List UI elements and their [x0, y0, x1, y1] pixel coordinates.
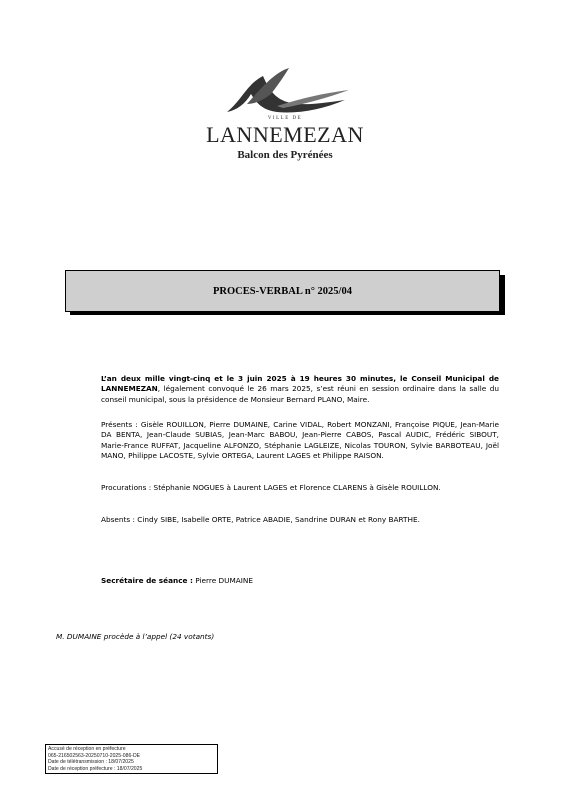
logo-small-text: VILLE DE	[267, 116, 303, 121]
intro-paragraph	[101, 374, 499, 405]
stamp-line-4: Date de réception préfecture : 18/07/2025	[48, 765, 143, 772]
roll-call-note: M. DUMAINE procède à l’appel (24 votants)	[56, 632, 215, 641]
city-logo	[205, 64, 365, 168]
stamp-line-1: Accusé de réception en préfecture	[48, 746, 126, 752]
logo-name: LANNEMEZAN	[206, 122, 364, 147]
logo-tagline: Balcon des Pyrénées	[237, 149, 333, 161]
secretary-label: Secrétaire de séance :	[101, 576, 193, 585]
prefecture-receipt-stamp	[45, 744, 218, 774]
intro-text: , légalement convoqué le 26 mars 2025, s’est réuni en session ordinaire dans la salle du conseil municipal, sous la présidence de Monsieur Bernard PLANO, Maire.	[101, 384, 499, 404]
document-title: PROCES-VERBAL n° 2025/04	[213, 285, 352, 297]
intro-bold-text: L’an deux mille vingt-cinq et le 3 juin 2025 à 19 heures 30 minutes, le Conseil Municipal de LANNEMEZAN	[101, 374, 499, 394]
mountain-logo-icon	[217, 64, 353, 116]
secretary-paragraph	[101, 576, 499, 586]
stamp-line-3: Date de télétransmission : 18/07/2025	[48, 759, 134, 766]
presents-paragraph: Présents : Gisèle ROUILLON, Pierre DUMAINE, Carine VIDAL, Robert MONZANI, Françoise PIQUE, Jean-Marie DA BENTA, Jean-Claude SUBIAS, Jean-Marc BABOU, Jean-Pierre CABOS, Pascal AUDIC, Frédéric SIBOUT, Marie-France RUFFAT, Jacqueline ALFONZO, Stéphanie LAGLEIZE, Nicolas TOURON, Sylvie BARBOTEAU, Joël MANO, Philippe LACOSTE, Sylvie ORTEGA, Laurent LAGES et Philippe RAISON.	[101, 420, 499, 461]
absents-paragraph: Absents : Cindy SIBE, Isabelle ORTE, Patrice ABADIE, Sandrine DURAN et Rony BARTHE.	[101, 515, 420, 524]
secretary-name: Pierre DUMAINE	[192, 576, 254, 585]
stamp-line-2: 065-216502563-20250710-2025-086-DE	[48, 752, 141, 759]
title-box	[65, 270, 500, 312]
procurations-paragraph: Procurations : Stéphanie NOGUES à Laurent LAGES et Florence CLARENS à Gisèle ROUILLON.	[101, 483, 441, 492]
